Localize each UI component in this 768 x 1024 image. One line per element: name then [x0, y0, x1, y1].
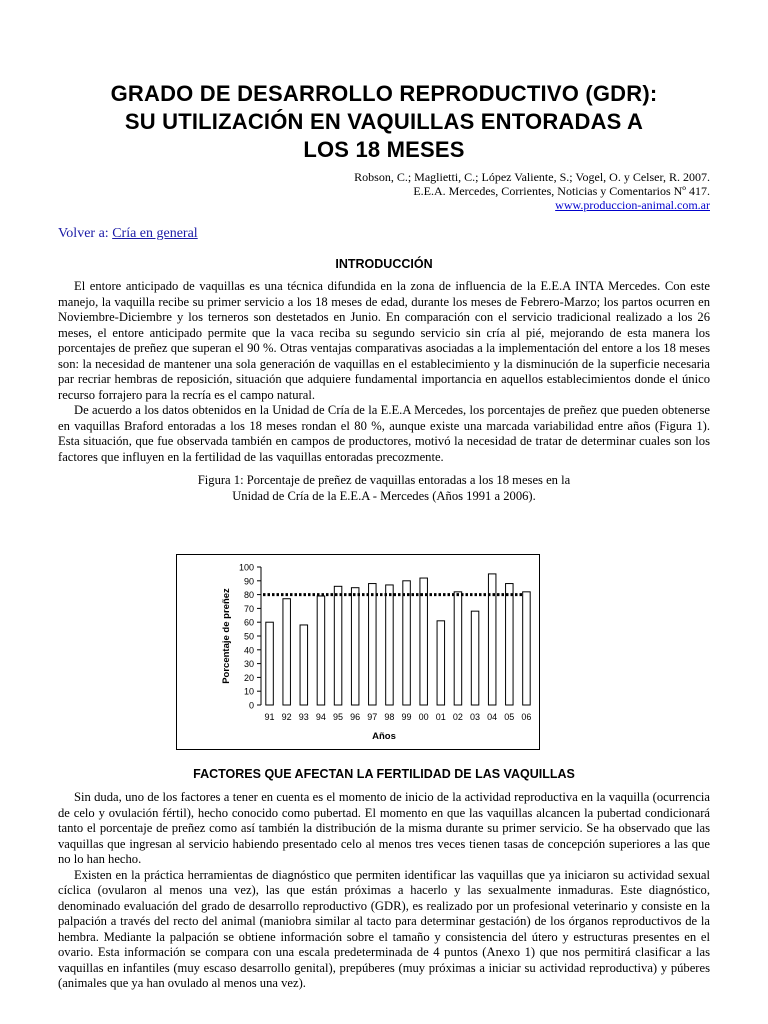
x-tick-label: 04: [487, 712, 498, 722]
x-tick-label: 03: [470, 712, 481, 722]
factors-paragraph-1: Sin duda, uno de los factores a tener en cuenta es el momento de inicio de la actividad reproductiva en la vaquilla (ocurrencia de celo y ovulación fértil), hecho conocido como pubertad. El momento en que las vaquillas alcancen la pubertad condicionará tanto el porcentaje de preñez como así también la distribución de la misma durante su primer servicio. Se ha observado que las vaquillas que ingresan al servicio habiendo presentado celo al menos tres veces tienen tasas de concepción superiores a las que no lo han hecho.: [58, 790, 710, 866]
x-tick-label: 95: [333, 712, 344, 722]
x-axis-label: Años: [372, 731, 396, 742]
bar: [283, 599, 291, 705]
factors-section: [58, 766, 710, 992]
figure-caption: [58, 473, 710, 504]
x-tick-label: 96: [350, 712, 361, 722]
x-tick-label: 01: [435, 712, 446, 722]
y-tick-label: 30: [243, 659, 254, 670]
bar: [523, 592, 531, 705]
y-tick-label: 20: [243, 672, 254, 683]
y-tick-label: 60: [243, 617, 254, 628]
x-tick-label: 91: [264, 712, 275, 722]
document-title: [58, 0, 710, 164]
intro-paragraph-2: De acuerdo a los datos obtenidos en la Unidad de Cría de la E.E.A Mercedes, los porcentajes de preñez que pueden obtenerse en vaquillas Braford entoradas a los 18 meses rondan el 80 %, aunque existe una marcada variabilidad entre años (Figura 1). Esta situación, que fue observada también en campos de productores, motivó la necesidad de tratar de determinar cuales son los factores que influyen en la fertilidad de las vaquillas entoradas precozmente.: [58, 403, 710, 464]
bar: [369, 584, 377, 705]
y-axis-label: Porcentaje de preñez: [221, 588, 232, 684]
back-navigation: [58, 226, 710, 244]
source-publication: E.E.A. Mercedes, Corrientes, Noticias y Comentarios Nº 417.: [413, 184, 710, 198]
bar: [454, 592, 462, 705]
authors: Robson, C.; Maglietti, C.; López Valiente, S.; Vogel, O. y Celser, R. 2007.: [354, 170, 710, 184]
bar: [506, 584, 514, 705]
factors-heading: FACTORES QUE AFECTAN LA FERTILIDAD DE LAS VAQUILLAS: [193, 767, 575, 781]
y-tick-label: 50: [243, 631, 254, 642]
y-tick-label: 100: [238, 562, 254, 573]
title-line-3: LOS 18 MESES: [303, 137, 465, 162]
bar: [351, 588, 359, 705]
x-tick-label: 99: [401, 712, 412, 722]
credits-block: [58, 170, 710, 212]
figure-1-chart: [176, 554, 540, 750]
y-tick-label: 90: [243, 576, 254, 587]
y-tick-label: 70: [243, 603, 254, 614]
figure-caption-line-2: Unidad de Cría de la E.E.A - Mercedes (Años 1991 a 2006).: [232, 488, 536, 503]
bar: [386, 585, 394, 705]
bar: [334, 586, 342, 705]
figure-caption-line-1: Figura 1: Porcentaje de preñez de vaquillas entoradas a los 18 meses en la: [197, 473, 571, 487]
x-tick-label: 05: [504, 712, 515, 722]
x-tick-label: 93: [298, 712, 309, 722]
website-link[interactable]: www.produccion-animal.com.ar: [555, 198, 710, 212]
bar-chart-svg: [177, 555, 538, 748]
bar: [420, 578, 428, 705]
x-tick-label: 06: [521, 712, 532, 722]
intro-heading: INTRODUCCIÓN: [335, 257, 433, 271]
x-tick-label: 02: [452, 712, 463, 722]
back-link-cria-en-general[interactable]: Cría en general: [112, 226, 198, 241]
x-tick-label: 94: [315, 712, 326, 722]
bar: [300, 625, 308, 705]
bar: [403, 581, 411, 705]
back-prefix: Volver a:: [58, 226, 113, 241]
y-tick-label: 80: [243, 590, 254, 601]
y-tick-label: 10: [243, 686, 254, 697]
title-line-1: GRADO DE DESARROLLO REPRODUCTIVO (GDR):: [110, 81, 658, 106]
y-tick-label: 0: [248, 700, 254, 711]
bar: [437, 621, 445, 705]
x-tick-label: 00: [418, 712, 429, 722]
bar: [317, 596, 325, 705]
bar: [266, 622, 274, 705]
title-line-2: SU UTILIZACIÓN EN VAQUILLAS ENTORADAS A: [124, 109, 644, 134]
x-tick-label: 98: [384, 712, 395, 722]
intro-paragraph-1: El entore anticipado de vaquillas es una técnica difundida en la zona de influencia de la E.E.A INTA Mercedes. Con este manejo, la vaquilla recibe su primer servicio a los 18 meses de edad, durante los meses de Febrero-Marzo; los partos ocurren en Noviembre-Diciembre y los terneros son destetados en Junio. En comparación con el servicio tradicional realizado a los 26 meses, el entore anticipado permite que la vaca reciba su segundo servicio sin cría al pié, mejorando de esta manera los porcentajes de preñez que superan el 90 %. Otras ventajas comparativas asociadas a la implementación del entore a los 18 meses son: la necesidad de mantener una sola generación de vaquillas en el establecimiento y la disminución de la superficie necesaria par recriar hembras de reposición, situación que adquiere fundamental importancia en aquellos establecimientos donde el único recurso forrajero para la recría es el campo natural.: [58, 279, 710, 402]
bar: [471, 611, 479, 705]
x-tick-label: 92: [281, 712, 292, 722]
factors-paragraph-2: Existen en la práctica herramientas de diagnóstico que permiten identificar las vaquillas que ya iniciaron su actividad sexual cíclica (ovularon al menos una vez), las que están próximas a hacerlo y las sexualmente inmaduras. Este diagnóstico, denominado evaluación del grado de desarrollo reproductivo (GDR), es realizado por un profesional veterinario y consiste en la palpación a través del recto del animal (maniobra similar al tacto para determinar gestación) de los órganos reproductivos de la hembra. Mediante la palpación se obtiene información sobre el tamaño y consistencia del útero y estructuras presentes en el ovario. Esta información se compara con una escala predeterminada de 4 puntos (Anexo 1) que nos permitirá clasificar a las vaquillas en infantiles (muy escaso desarrollo genital), prepúberes (muy próximas a iniciar su actividad reproductiva) y púberes (animales que ya han ovulado al menos una vez).: [58, 867, 710, 990]
y-tick-label: 40: [243, 645, 254, 656]
x-tick-label: 97: [367, 712, 378, 722]
